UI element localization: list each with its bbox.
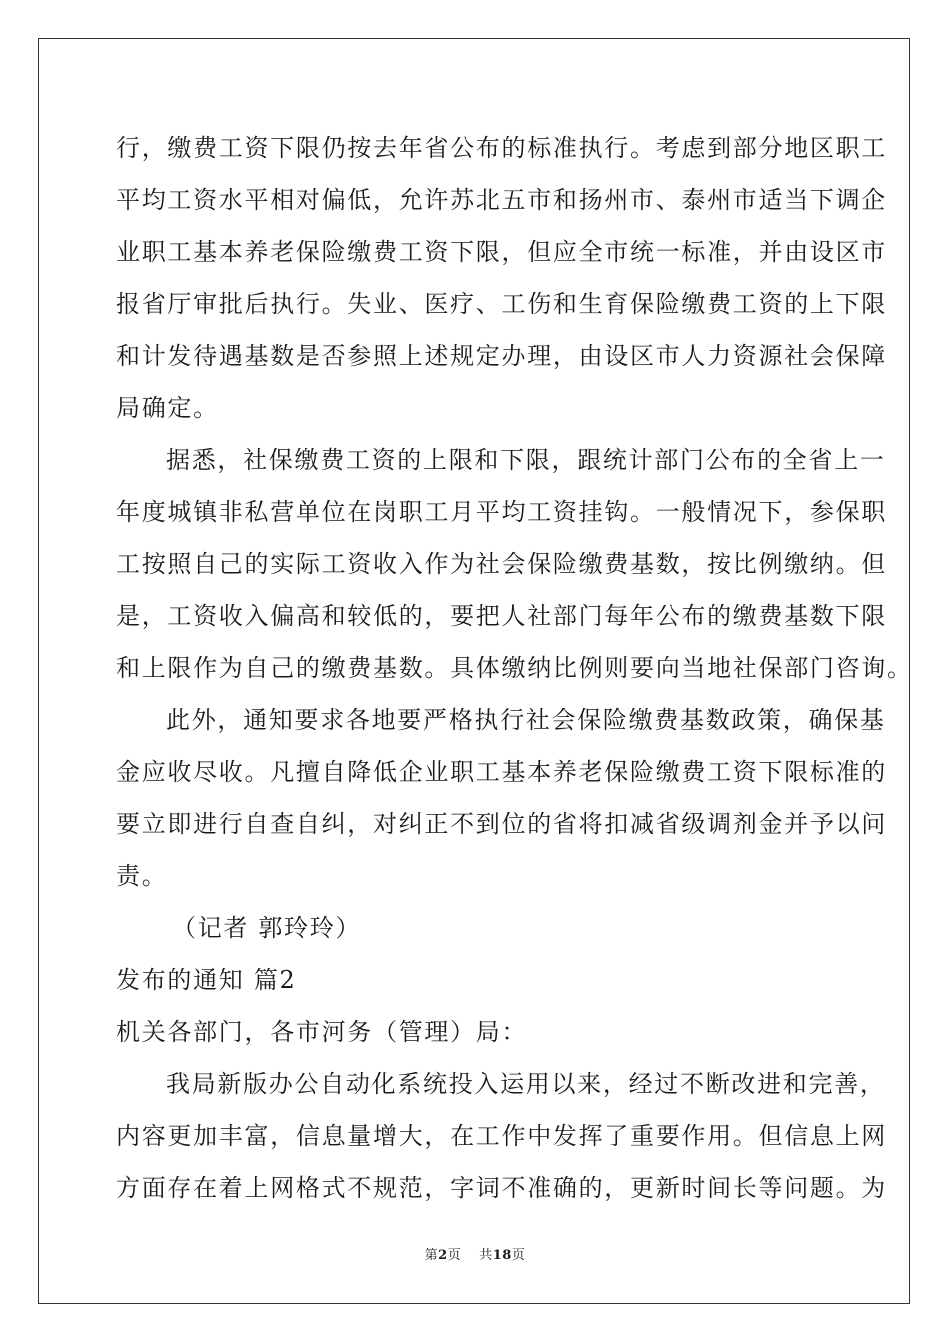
page-number: 2 (438, 1248, 448, 1263)
paragraph-line: 内容更加丰富，信息量增大，在工作中发挥了重要作用。但信息上网 (116, 1122, 887, 1150)
paragraph-line: 局确定。 (116, 394, 219, 422)
paragraph-line: 和计发待遇基数是否参照上述规定办理，由设区市人力资源社会保障 (116, 342, 887, 370)
total-pages: 18 (492, 1248, 512, 1263)
page-suffix: 页 (447, 1248, 462, 1263)
paragraph-line: 金应收尽收。凡擅自降低企业职工基本养老保险缴费工资下限标准的 (116, 758, 887, 786)
paragraph-line: 此外，通知要求各地要严格执行社会保险缴费基数政策，确保基 (166, 706, 886, 734)
paragraph-line: 要立即进行自查自纠，对纠正不到位的省将扣减省级调剂金并予以问 (116, 810, 887, 838)
paragraph-line: 平均工资水平相对偏低，允许苏北五市和扬州市、泰州市适当下调企 (116, 186, 887, 214)
total-suffix: 页 (511, 1248, 526, 1263)
paragraph-line: 业职工基本养老保险缴费工资下限，但应全市统一标准，并由设区市 (116, 238, 887, 266)
paragraph-line: 我局新版办公自动化系统投入运用以来，经过不断改进和完善， (166, 1070, 886, 1098)
section-heading: 发布的通知 篇2 (116, 966, 297, 994)
document-body (116, 122, 913, 1214)
paragraph-line: 方面存在着上网格式不规范，字词不准确的，更新时间长等问题。为 (116, 1174, 887, 1202)
paragraph-line: 责。 (116, 862, 168, 890)
page-prefix: 第 (424, 1248, 439, 1263)
paragraph-line: 报省厅审批后执行。失业、医疗、工伤和生育保险缴费工资的上下限 (116, 290, 887, 318)
addressee-line: 机关各部门，各市河务（管理）局： (116, 1018, 528, 1046)
paragraph-line: 工按照自己的实际工资收入作为社会保险缴费基数，按比例缴纳。但 (116, 550, 887, 578)
total-prefix: 共 (479, 1248, 493, 1263)
paragraph-line: 和上限作为自己的缴费基数。具体缴纳比例则要向当地社保部门咨询。 (116, 654, 913, 682)
page-footer (0, 1244, 950, 1263)
paragraph-line: 据悉，社保缴费工资的上限和下限，跟统计部门公布的全省上一 (166, 446, 886, 474)
paragraph-line: 年度城镇非私营单位在岗职工月平均工资挂钩。一般情况下，参保职 (116, 498, 887, 526)
paragraph-line: 行，缴费工资下限仍按去年省公布的标准执行。考虑到部分地区职工 (116, 134, 887, 162)
reporter-credit: （记者 郭玲玲） (172, 914, 362, 942)
paragraph-line: 是，工资收入偏高和较低的，要把人社部门每年公布的缴费基数下限 (116, 602, 887, 630)
